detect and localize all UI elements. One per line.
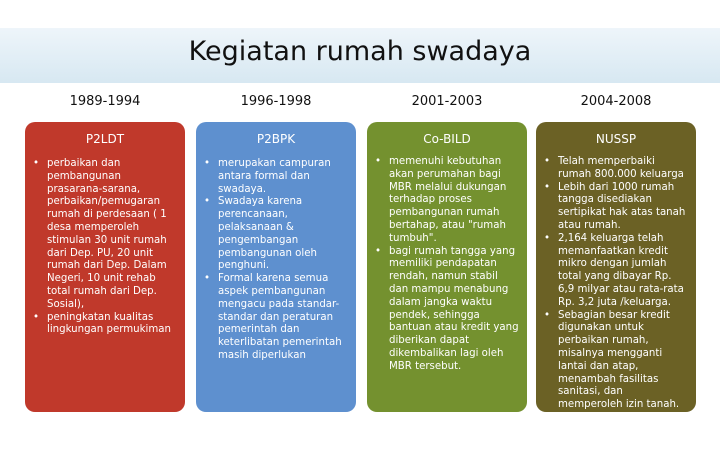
list-item: • 2,164 keluarga telah memanfaatkan kredit mikro dengan jumlah total yang dibayar Rp. 6,9 milyar atau rata-rata Rp. 3,2 juta /keluarga. <box>558 233 688 310</box>
program-items <box>536 156 696 412</box>
program-items <box>196 158 356 363</box>
list-item: • Swadaya karena perencanaan, pelaksanaan & pengembangan pembangunan oleh penghuni. <box>218 196 348 273</box>
program-name: Co-BILD <box>423 132 471 146</box>
period-2004-2008: 2004-2008 <box>580 94 652 109</box>
page-title: Kegiatan rumah swadaya <box>188 36 532 67</box>
list-item: • Formal karena semua aspek pembangunan mengacu pada standar-standar dan peraturan pemerintah dan keterlibatan pemerintah masih diperlukan <box>218 273 348 363</box>
program-card-nussp <box>536 122 696 412</box>
list-item: • perbaikan dan pembangunan prasarana-sarana, perbaikan/pemugaran rumah di perdesaan ( 1 desa memperoleh stimulan 30 unit rumah dari Dep. PU, 20 unit rumah dari Dep. Dalam Negeri, 10 unit rehab total rumah dari Dep. Sosial), <box>47 158 177 312</box>
program-items <box>367 156 527 374</box>
list-item: • Lebih dari 1000 rumah tangga disediakan sertipikat hak atas tanah atau rumah. <box>558 182 688 233</box>
period-2001-2003: 2001-2003 <box>411 94 483 109</box>
program-items <box>25 158 185 337</box>
period-1996-1998: 1996-1998 <box>240 94 312 109</box>
list-item: • bagi rumah tangga yang memiliki pendapatan rendah, namun stabil dan mampu menabung dalam jangka waktu pendek, sehingga bantuan atau kredit yang diberikan dapat dikembalikan lagi oleh MBR tersebut. <box>389 246 519 374</box>
list-item: • Sebagian besar kredit digunakan untuk perbaikan rumah, misalnya mengganti lantai dan atap, menambah fasilitas sanitasi, dan memperoleh izin tanah. <box>558 310 688 412</box>
list-item: • Telah memperbaiki rumah 800.000 keluarga <box>558 156 688 182</box>
list-item: • peningkatan kualitas lingkungan permukiman <box>47 312 177 338</box>
program-name: P2LDT <box>85 132 125 146</box>
program-card-co-bild <box>367 122 527 412</box>
program-name: NUSSP <box>595 132 637 146</box>
list-item: • memenuhi kebutuhan akan perumahan bagi MBR melalui dukungan terhadap proses pembangunan rumah bertahap, atau "rumah tumbuh". <box>389 156 519 246</box>
program-card-p2bpk <box>196 122 356 412</box>
program-card-p2ldt <box>25 122 185 412</box>
period-1989-1994: 1989-1994 <box>69 94 141 109</box>
list-item: • merupakan campuran antara formal dan swadaya. <box>218 158 348 196</box>
program-name: P2BPK <box>256 132 296 146</box>
